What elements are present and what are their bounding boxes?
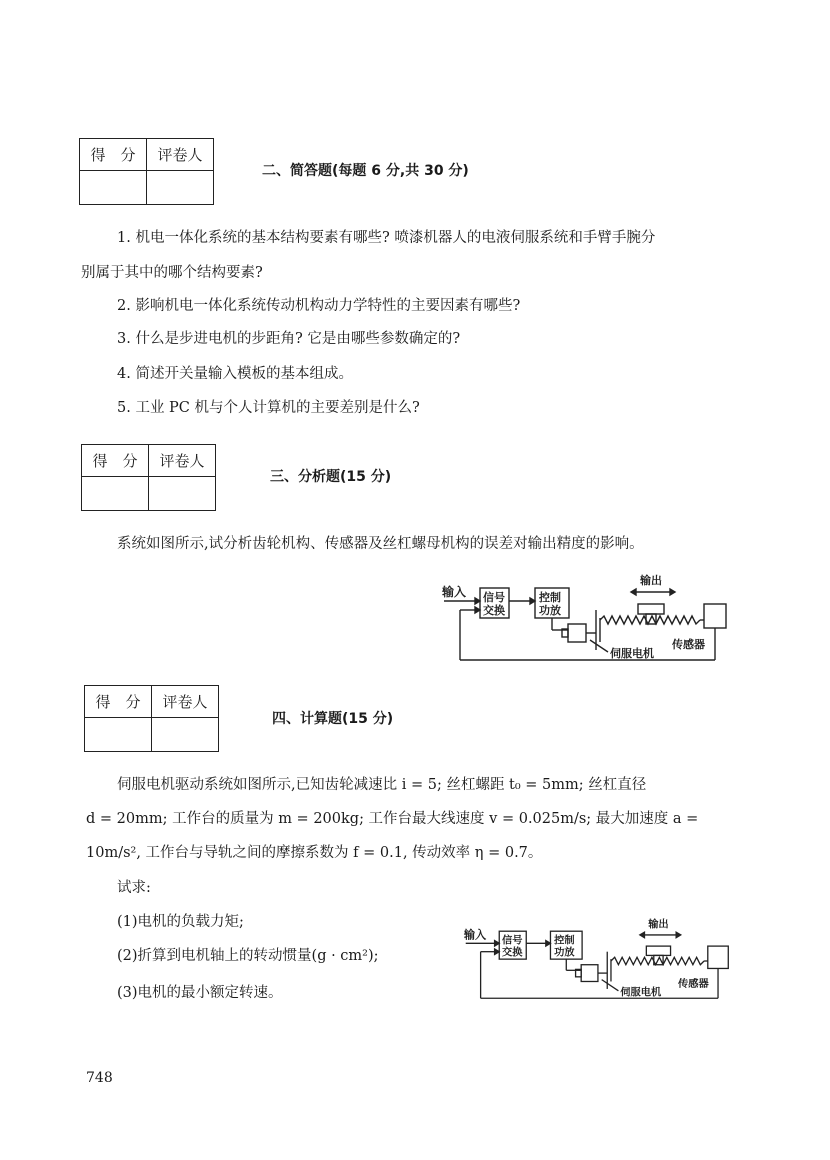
diagram-signal-top: 信号 <box>502 934 523 947</box>
section4-body-line1: 伺服电机驱动系统如图所示,已知齿轮减速比 i = 5; 丝杠螺距 t₀ = 5mm; 丝杠直径 <box>117 777 647 793</box>
score-header: 得 分 <box>82 445 149 477</box>
grader-cell[interactable] <box>147 171 214 205</box>
score-table-section4 <box>84 685 219 752</box>
section4-body-line2: d = 20mm; 工作台的质量为 m = 200kg; 工作台最大线速度 v = 0.025m/s; 最大加速度 a = <box>86 811 699 827</box>
score-header: 得 分 <box>85 686 152 718</box>
section4-title: 四、计算题(15 分) <box>272 711 394 727</box>
grader-cell[interactable] <box>149 477 216 511</box>
question-1-line1: 1. 机电一体化系统的基本结构要素有哪些? 喷漆机器人的电液伺服系统和手臂手腕分 <box>117 230 656 246</box>
section4-item2: (2)折算到电机轴上的转动惯量(g · cm²); <box>117 948 379 964</box>
grader-header: 评卷人 <box>147 139 214 171</box>
diagram-motor-label: 伺服电机 <box>620 986 662 999</box>
diagram-output-label: 输出 <box>648 918 669 931</box>
diagram-signal-bottom: 交换 <box>483 604 505 617</box>
diagram-input-label: 输入 <box>442 585 467 599</box>
grader-header: 评卷人 <box>152 686 219 718</box>
diagram-sensor-label: 传感器 <box>678 978 709 991</box>
question-3: 3. 什么是步进电机的步距角? 它是由哪些参数确定的? <box>117 331 461 347</box>
diagram-control-bottom: 功放 <box>539 604 561 617</box>
diagram-signal-bottom: 交换 <box>502 946 523 959</box>
section3-body: 系统如图所示,试分析齿轮机构、传感器及丝杠螺母机构的误差对输出精度的影响。 <box>117 536 644 552</box>
section4-ask: 试求: <box>117 880 151 896</box>
diagram-control-bottom: 功放 <box>554 946 575 959</box>
score-cell[interactable] <box>85 718 152 752</box>
section2-title: 二、简答题(每题 6 分,共 30 分) <box>262 163 469 179</box>
diagram-control-top: 控制 <box>554 934 575 947</box>
score-cell[interactable] <box>80 171 147 205</box>
section4-item3: (3)电机的最小额定转速。 <box>117 985 283 1001</box>
diagram-signal-top: 信号 <box>483 591 505 604</box>
diagram-input-label: 输入 <box>463 928 487 942</box>
page-number: 748 <box>86 1070 113 1086</box>
diagram-motor-label: 伺服电机 <box>610 647 654 660</box>
diagram-control-top: 控制 <box>539 591 561 604</box>
section4-item1: (1)电机的负载力矩; <box>117 914 244 930</box>
grader-header: 评卷人 <box>149 445 216 477</box>
question-5: 5. 工业 PC 机与个人计算机的主要差别是什么? <box>117 400 420 416</box>
score-table-section2 <box>79 138 214 205</box>
servo-system-diagram-2 <box>462 912 732 1010</box>
diagram-sensor-label: 传感器 <box>672 638 705 651</box>
servo-system-diagram <box>440 570 730 670</box>
question-4: 4. 简述开关量输入模板的基本组成。 <box>117 366 353 382</box>
grader-cell[interactable] <box>152 718 219 752</box>
question-1-line2: 别属于其中的哪个结构要素? <box>81 265 263 281</box>
diagram-output-label: 输出 <box>640 574 662 587</box>
section3-title: 三、分析题(15 分) <box>270 469 392 485</box>
score-table-section3 <box>81 444 216 511</box>
score-header: 得 分 <box>80 139 147 171</box>
section4-body-line3: 10m/s², 工作台与导轨之间的摩擦系数为 f = 0.1, 传动效率 η = 0.7。 <box>86 845 543 861</box>
score-cell[interactable] <box>82 477 149 511</box>
question-2: 2. 影响机电一体化系统传动机构动力学特性的主要因素有哪些? <box>117 298 521 314</box>
